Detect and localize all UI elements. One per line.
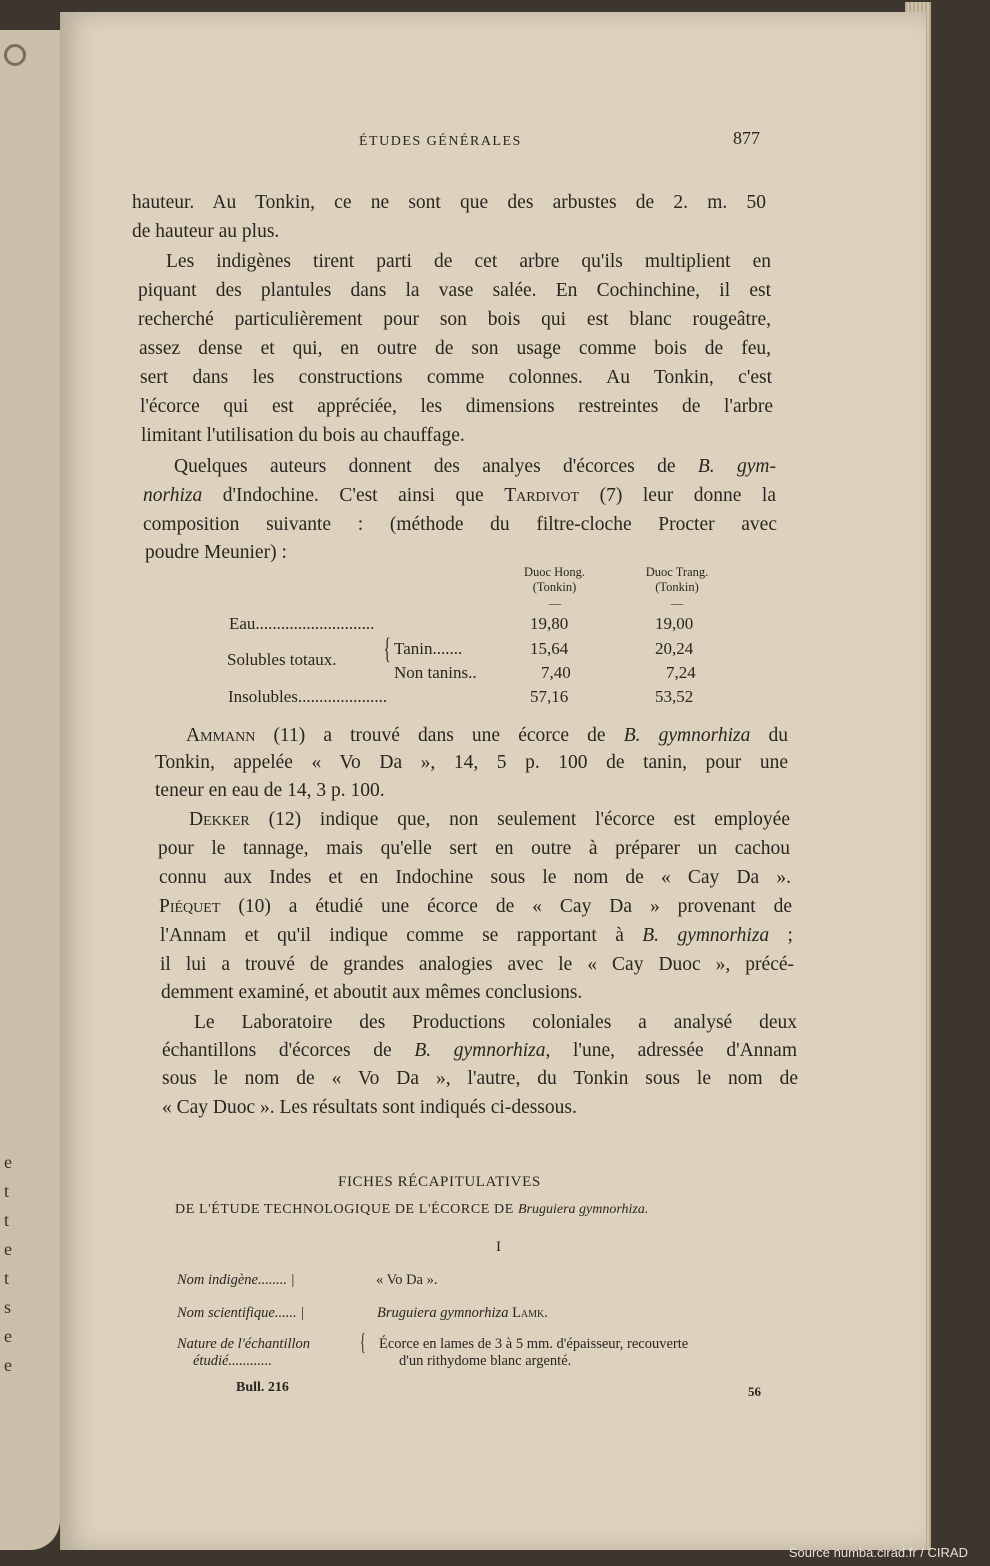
brace: { <box>359 1330 366 1356</box>
text-line: Le Laboratoire des Productions coloniales a analysé deux <box>194 1012 797 1033</box>
text-line: composition suivante : (méthode du filtre-cloche Procter avec <box>143 514 777 535</box>
section-subtitle: DE L'ÉTUDE TECHNOLOGIQUE DE L'ÉCORCE DE Bruguiera gymnorhiza. <box>175 1202 649 1217</box>
cell-value: 15,64 <box>530 639 569 658</box>
cell-value: 7,40 <box>541 663 571 682</box>
column-dash: — <box>549 596 561 610</box>
text-line: de hauteur au plus. <box>132 221 280 242</box>
brace: { <box>383 632 391 665</box>
text-line: assez dense et qui, en outre de son usage comme bois de feu, <box>139 338 771 359</box>
text-line: Piéquet (10) a étudié une écorce de « Cay Da » provenant de <box>159 896 792 917</box>
cell-value: 7,24 <box>666 663 696 682</box>
text-line: échantillons d'écorces de B. gymnorhiza, l'une, adressée d'Annam <box>162 1040 797 1061</box>
column-dash: — <box>671 596 683 610</box>
text-line: piquant des plantules dans la vase salée. En Cochinchine, il est <box>138 280 771 301</box>
footer-signature-number: 56 <box>748 1384 761 1399</box>
text-line: Les indigènes tirent parti de cet arbre qu'ils multiplient en <box>166 251 771 272</box>
section-title: FICHES RÉCAPITULATIVES <box>338 1174 541 1190</box>
text-line: Ammann (11) a trouvé dans une écorce de B. gymnorhiza du <box>186 725 788 746</box>
text-line: l'écorce qui est appréciée, les dimensions restreintes de l'arbre <box>140 396 773 417</box>
text-line: limitant l'utilisation du bois au chauffage. <box>141 425 465 446</box>
text-line: connu aux Indes et en Indochine sous le nom de « Cay Da ». <box>159 867 791 888</box>
fiche-label-nom-scientifique: Nom scientifique...... | <box>177 1305 305 1321</box>
fiche-label-nature: Nature de l'échantillon étudié............ <box>177 1336 311 1369</box>
text-line: il lui a trouvé de grandes analogies avec le « Cay Duoc », précé- <box>160 954 794 975</box>
left-page-edge <box>0 30 60 1550</box>
text-line: Quelques auteurs donnent des analyes d'écorces de B. gym- <box>174 456 776 477</box>
source-credit: Source numba.cirad.fr / CIRAD <box>788 1545 968 1560</box>
row-label-tanin: Tanin....... <box>394 639 463 658</box>
row-label-insolubles: Insolubles..................... <box>228 687 388 706</box>
row-label-solubles: Solubles totaux. <box>227 650 337 669</box>
text-line: pour le tannage, mais qu'elle sert en outre à préparer un cachou <box>158 838 790 859</box>
row-label-eau: Eau............................ <box>229 614 375 633</box>
fiche-label-nom-indigene: Nom indigène........ | <box>177 1272 295 1288</box>
fiche-value-nom-scientifique: Bruguiera gymnorhiza Lamk. <box>377 1305 548 1321</box>
footer-bulletin: Bull. 216 <box>236 1380 289 1395</box>
text-line: l'Annam et qu'il indique comme se rapportant à B. gymnorhiza ; <box>160 925 793 946</box>
cell-value: 19,80 <box>530 614 569 633</box>
text-line: Tonkin, appelée « Vo Da », 14, 5 p. 100 de tanin, pour une <box>155 752 788 773</box>
cell-value: 53,52 <box>655 687 694 706</box>
column-header-duoc-hong: Duoc Hong. (Tonkin) <box>523 565 586 594</box>
running-title: ÉTUDES GÉNÉRALES <box>359 134 522 149</box>
text-line: recherché particulièrement pour son bois qui est blanc rougeâtre, <box>138 309 771 330</box>
text-line: teneur en eau de 14, 3 p. 100. <box>155 780 385 801</box>
text-line: hauteur. Au Tonkin, ce ne sont que des arbustes de 2. m. 50 <box>132 192 766 213</box>
page-number: 877 <box>733 128 760 148</box>
text-line: norhiza d'Indochine. C'est ainsi que Tardivot (7) leur donne la <box>143 485 776 506</box>
row-label-non-tanins: Non tanins.. <box>394 663 477 682</box>
text-line: demment examiné, et aboutit aux mêmes conclusions. <box>161 982 583 1003</box>
fiche-number: I <box>496 1239 501 1255</box>
cell-value: 20,24 <box>655 639 694 658</box>
fiche-value-nature: Écorce en lames de 3 à 5 mm. d'épaisseur, recouverte d'un rithydome blanc argenté. <box>379 1336 689 1369</box>
cell-value: 19,00 <box>655 614 694 633</box>
binding-ring-icon <box>4 44 26 66</box>
text-line: Dekker (12) indique que, non seulement l'écorce est employée <box>189 809 790 830</box>
left-page-letters: e t t e t s e e <box>4 1152 12 1375</box>
fiche-value-nom-indigene: « Vo Da ». <box>376 1272 438 1288</box>
text-line: « Cay Duoc ». Les résultats sont indiqués ci-dessous. <box>162 1097 577 1118</box>
text-line: sert dans les constructions comme colonnes. Au Tonkin, c'est <box>140 367 772 388</box>
column-header-duoc-trang: Duoc Trang. (Tonkin) <box>645 565 709 594</box>
text-line: poudre Meunier) : <box>145 542 287 563</box>
cell-value: 57,16 <box>530 687 569 706</box>
text-line: sous le nom de « Vo Da », l'autre, du Tonkin sous le nom de <box>162 1068 798 1089</box>
book-page <box>60 12 926 1550</box>
